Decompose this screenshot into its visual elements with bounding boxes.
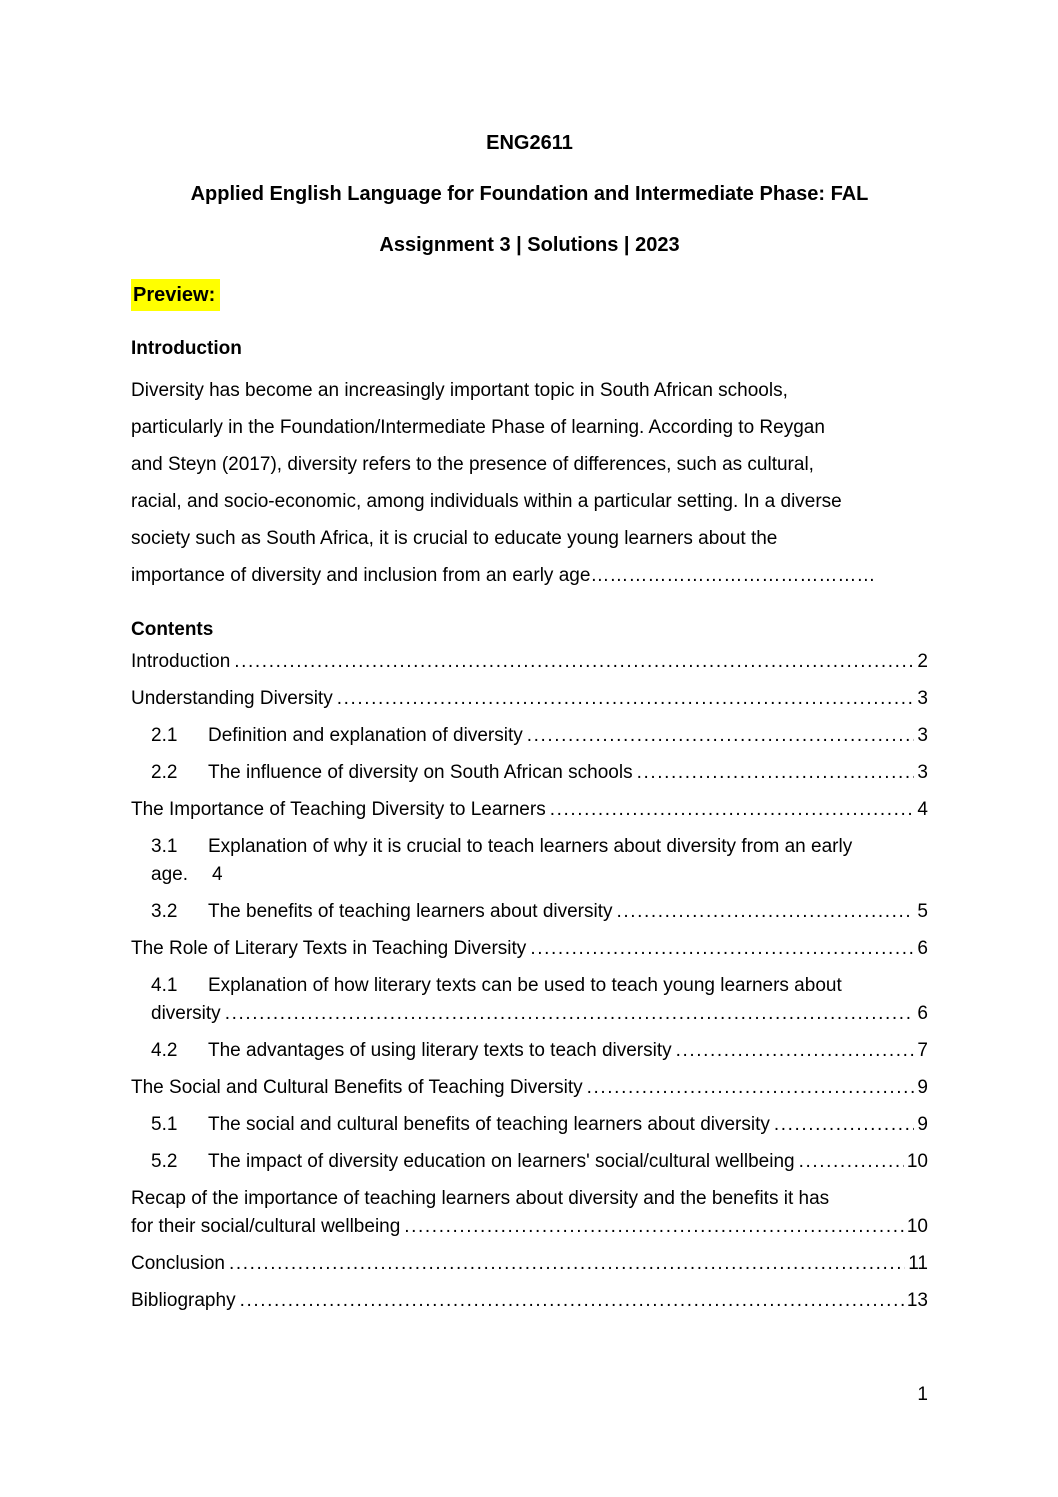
assignment-line: Assignment 3 | Solutions | 2023	[379, 234, 680, 256]
toc-entry-number: 2.2	[151, 762, 178, 783]
toc-dot-leader	[550, 796, 915, 824]
toc-entry-label: Introduction	[131, 651, 231, 672]
toc-page-number: 7	[917, 1040, 928, 1061]
toc-entry[interactable]	[131, 898, 928, 926]
toc-entry[interactable]	[131, 1111, 928, 1139]
toc-entry-number: 4.2	[151, 1040, 178, 1061]
toc-page-number: 10	[906, 1151, 928, 1172]
toc-entry[interactable]	[131, 1250, 928, 1278]
toc-page-number: 13	[906, 1290, 928, 1311]
toc-entry-label: age.	[151, 864, 188, 885]
toc-entry-label: The Importance of Teaching Diversity to Learners	[131, 799, 546, 820]
intro-paragraph-line: racial, and socio-economic, among individuals within a particular setting. In a diverse	[131, 491, 842, 512]
toc-entry-label: The Social and Cultural Benefits of Teaching Diversity	[131, 1077, 583, 1098]
toc-entry-continuation[interactable]	[131, 1213, 928, 1241]
toc-dot-leader	[404, 1213, 904, 1241]
toc-entry[interactable]	[131, 972, 928, 1000]
preview-line	[131, 279, 928, 311]
toc-entry[interactable]	[131, 1287, 928, 1315]
toc-entry-label: The social and cultural benefits of teaching learners about diversity	[208, 1114, 770, 1135]
toc-page-number: 9	[917, 1114, 928, 1135]
toc-dot-leader	[337, 685, 915, 713]
toc-page-number: 9	[917, 1077, 928, 1098]
toc-entry-label: The advantages of using literary texts to teach diversity	[208, 1040, 672, 1061]
toc-dot-leader	[617, 898, 915, 926]
toc-page-number: 4	[211, 864, 223, 885]
intro-paragraph-line: importance of diversity and inclusion from an early age………………………………………	[131, 565, 876, 586]
toc-entry-label: for their social/cultural wellbeing	[131, 1216, 401, 1237]
toc-entry[interactable]	[131, 1074, 928, 1102]
toc-page-number: 10	[906, 1216, 928, 1237]
toc-entry-continuation[interactable]	[131, 861, 928, 889]
introduction-paragraph	[131, 372, 928, 594]
toc-dot-leader	[240, 1287, 904, 1315]
toc-entry-label: The benefits of teaching learners about diversity	[208, 901, 613, 922]
toc-dot-leader	[234, 648, 914, 676]
toc-entry-number: 3.2	[151, 901, 178, 922]
table-of-contents	[131, 648, 928, 1315]
toc-dot-leader	[530, 935, 914, 963]
toc-entry[interactable]	[131, 759, 928, 787]
toc-dot-leader	[587, 1074, 915, 1102]
toc-page-number: 11	[908, 1253, 928, 1274]
page-number: 1	[917, 1384, 928, 1405]
toc-dot-leader	[676, 1037, 915, 1065]
toc-dot-leader	[229, 1250, 905, 1278]
toc-entry-continuation[interactable]	[131, 1000, 928, 1028]
toc-entry[interactable]	[131, 685, 928, 713]
toc-entry-label: Explanation of why it is crucial to teach learners about diversity from an early	[208, 836, 853, 857]
toc-page-number: 3	[917, 762, 928, 783]
toc-entry-label: Conclusion	[131, 1253, 225, 1274]
preview-label: Preview:	[131, 279, 220, 311]
intro-paragraph-line: Diversity has become an increasingly important topic in South African schools,	[131, 380, 788, 401]
toc-dot-leader	[225, 1000, 915, 1028]
toc-entry[interactable]	[131, 935, 928, 963]
toc-dot-leader	[774, 1111, 915, 1139]
toc-entry-label: Understanding Diversity	[131, 688, 333, 709]
toc-dot-leader	[799, 1148, 904, 1176]
toc-entry-label: diversity	[151, 1003, 221, 1024]
course-title: Applied English Language for Foundation and Intermediate Phase: FAL	[190, 183, 869, 205]
toc-page-number: 4	[917, 799, 928, 820]
toc-entry-number: 3.1	[151, 836, 178, 857]
toc-entry-number: 2.1	[151, 725, 178, 746]
toc-dot-leader	[637, 759, 915, 787]
toc-page-number: 3	[917, 688, 928, 709]
toc-entry[interactable]	[131, 1185, 928, 1213]
intro-paragraph-line: society such as South Africa, it is crucial to educate young learners about the	[131, 528, 778, 549]
toc-entry-number: 5.1	[151, 1114, 178, 1135]
toc-entry-label: Bibliography	[131, 1290, 236, 1311]
toc-entry-number: 4.1	[151, 975, 178, 996]
toc-entry-label: Explanation of how literary texts can be used to teach young learners about	[208, 975, 842, 996]
toc-page-number: 3	[917, 725, 928, 746]
intro-paragraph-line: particularly in the Foundation/Intermediate Phase of learning. According to Reygan	[131, 417, 825, 438]
toc-entry[interactable]	[131, 722, 928, 750]
toc-entry[interactable]	[131, 1148, 928, 1176]
toc-entry[interactable]	[131, 648, 928, 676]
toc-page-number: 6	[917, 1003, 928, 1024]
toc-page-number: 2	[917, 651, 928, 672]
toc-entry[interactable]	[131, 1037, 928, 1065]
toc-entry[interactable]	[131, 796, 928, 824]
introduction-heading: Introduction	[131, 338, 242, 359]
intro-paragraph-line: and Steyn (2017), diversity refers to the presence of differences, such as cultural,	[131, 454, 814, 475]
toc-dot-leader	[527, 722, 915, 750]
toc-entry-label: Definition and explanation of diversity	[208, 725, 523, 746]
toc-entry-label: Recap of the importance of teaching learners about diversity and the benefits it has	[131, 1188, 830, 1209]
contents-heading: Contents	[131, 619, 214, 640]
toc-entry-label: The impact of diversity education on learners' social/cultural wellbeing	[208, 1151, 795, 1172]
course-code: ENG2611	[486, 132, 573, 154]
toc-entry-label: The influence of diversity on South African schools	[208, 762, 633, 783]
toc-entry-number: 5.2	[151, 1151, 178, 1172]
toc-entry[interactable]	[131, 833, 928, 861]
toc-page-number: 5	[917, 901, 928, 922]
toc-page-number: 6	[917, 938, 928, 959]
toc-entry-label: The Role of Literary Texts in Teaching Diversity	[131, 938, 527, 959]
